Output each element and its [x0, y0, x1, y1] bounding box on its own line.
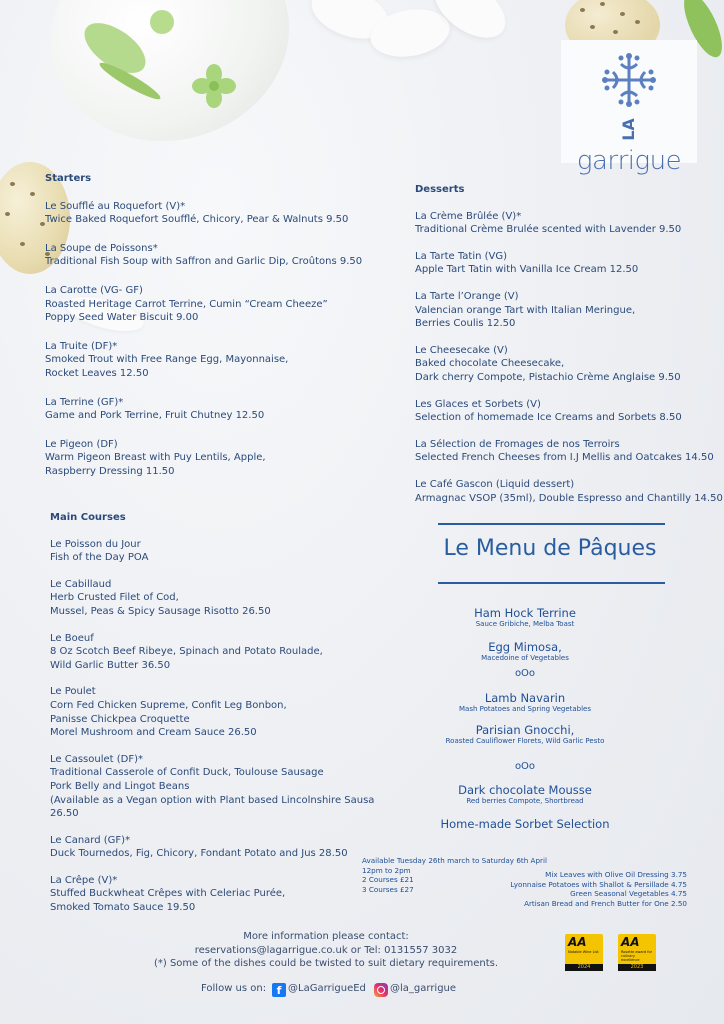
logo-wordmark: LAgarrigue	[576, 118, 682, 176]
availability-line: 3 Courses £27	[362, 884, 414, 894]
restaurant-logo	[561, 40, 697, 176]
menu-item-name: Le Canard (GF)*	[50, 834, 131, 846]
menu-item	[45, 438, 362, 479]
menu-item-name: La Tarte Tatin (VG)	[415, 250, 508, 262]
follow-label: Follow us on:	[201, 983, 267, 994]
side-item: Green Seasonal Vegetables 4.75	[570, 889, 687, 898]
aa-wine-badge: AA Notable Wine List 2024	[565, 934, 603, 971]
availability-line: Available Tuesday 26th march to Saturday 6th April	[362, 856, 547, 865]
menu-item	[50, 685, 374, 739]
menu-item-name: La Tarte l’Orange (V)	[415, 290, 519, 302]
menu-item-description: Mussel, Peas & Spicy Sausage Risotto 26.50	[50, 605, 271, 617]
facebook-handle[interactable]: @LaGarrigueEd	[288, 983, 366, 994]
starters-list	[45, 200, 362, 479]
menu-item-name: La Carotte (VG- GF)	[45, 284, 143, 296]
dish-description: Red berries Compote, Shortbread	[466, 797, 584, 805]
easter-dish	[415, 817, 635, 831]
menu-item-description: Corn Fed Chicken Supreme, Confit Leg Bonbon,	[50, 699, 287, 711]
menu-item	[415, 250, 723, 277]
menu-item	[50, 874, 374, 915]
menu-item-name: La Terrine (GF)*	[45, 396, 124, 408]
menu-item-name: Le Boeuf	[50, 632, 94, 644]
menu-item-name: Le Pigeon (DF)	[45, 438, 118, 450]
facebook-icon[interactable]: f	[272, 983, 286, 997]
white-flower-decoration	[300, 0, 530, 70]
menu-item-name: Le Poisson du Jour	[50, 538, 141, 550]
starters-section	[45, 172, 362, 479]
desserts-list	[415, 210, 723, 506]
menu-item-description: Roasted Heritage Carrot Terrine, Cumin “Cream Cheeze”	[45, 298, 328, 310]
menu-item-description: Stuffed Buckwheat Crêpes with Celeriac Purée,	[50, 888, 286, 900]
menu-item-description: Pork Belly and Lingot Beans	[50, 780, 190, 792]
menu-item-description: Duck Tournedos, Fig, Chicory, Fondant Potato and Jus 28.50	[50, 848, 348, 860]
instagram-handle[interactable]: @la_garrigue	[390, 983, 457, 994]
sides-list	[480, 870, 687, 908]
menu-item-description: Morel Mushroom and Cream Sauce 26.50	[50, 727, 257, 739]
menu-item-description: Baked chocolate Cheesecake,	[415, 358, 565, 370]
menu-item-name: Le Café Gascon (Liquid dessert)	[415, 478, 575, 490]
menu-item-description: Valencian orange Tart with Italian Meringue,	[415, 304, 636, 316]
availability-line: 2 Courses £21	[362, 875, 414, 884]
contact-heading: More information please contact:	[243, 931, 409, 942]
mains-list	[50, 538, 374, 915]
dish-name: Parisian Gnocchi,	[475, 723, 575, 737]
dish-description: Mash Potatoes and Spring Vegetables	[458, 705, 592, 713]
menu-item-description: Armagnac VSOP (35ml), Double Espresso and Chantilly 14.50	[415, 492, 723, 504]
easter-menu-title: Le Menu de Pâques	[443, 536, 657, 561]
menu-item-description: Game and Pork Terrine, Fruit Chutney 12.50	[45, 410, 265, 422]
menu-item-description: Herb Crusted Filet of Cod,	[50, 592, 179, 604]
menu-item-description: Traditional Casserole of Confit Duck, Toulouse Sausage	[50, 767, 324, 779]
course-separator: oOo	[514, 761, 536, 772]
menu-item	[415, 478, 723, 505]
starters-heading: Starters	[45, 173, 92, 184]
menu-item-name: Le Cheesecake (V)	[415, 344, 508, 356]
menu-item-description: Smoked Trout with Free Range Egg, Mayonnaise,	[45, 354, 289, 366]
menu-item	[415, 210, 723, 237]
dish-description: Sauce Gribiche, Melba Toast	[475, 620, 575, 628]
menu-item-description: Fish of the Day POA	[50, 552, 149, 564]
menu-item	[45, 284, 362, 325]
easter-dish	[415, 691, 635, 713]
side-item: Mix Leaves with Olive Oil Dressing 3.75	[545, 870, 687, 879]
desserts-heading: Desserts	[415, 184, 465, 195]
menu-item-description: Apple Tart Tatin with Vanilla Ice Cream 12.50	[415, 264, 639, 276]
menu-item	[415, 344, 723, 385]
dietary-note: (*) Some of the dishes could be twisted to suit dietary requirements.	[153, 958, 499, 969]
menu-item-description: 8 Oz Scotch Beef Ribeye, Spinach and Potato Roulade,	[50, 646, 323, 658]
easter-dish	[415, 606, 635, 628]
dish-description: Roasted Cauliflower Florets, Wild Garlic Pesto	[445, 737, 605, 745]
aa-rosette-badge: AA Rosette award for culinary excellence 2023	[618, 934, 656, 971]
menu-item-name: Le Soufflé au Roquefort (V)*	[45, 200, 186, 212]
menu-item-name: Les Glaces et Sorbets (V)	[415, 398, 541, 410]
mains-heading: Main Courses	[50, 512, 126, 523]
menu-item-name: La Sélection de Fromages de nos Terroirs	[415, 438, 620, 450]
instagram-icon[interactable]	[374, 983, 388, 997]
menu-item-name: La Truite (DF)*	[45, 340, 118, 352]
menu-item-description: (Available as a Vegan option with Plant based Lincolnshire Sausa	[50, 794, 375, 806]
menu-item-description: Panisse Chickpea Croquette	[50, 713, 190, 725]
menu-item-name: La Crêpe (V)*	[50, 874, 118, 886]
dish-description: Macedoine of Vegetables	[481, 654, 569, 662]
menu-item-description: Berries Coulis 12.50	[415, 318, 516, 330]
desserts-section	[415, 183, 723, 505]
menu-item	[50, 538, 374, 565]
divider	[438, 582, 665, 584]
menu-item-description: Dark cherry Compote, Pistachio Crème Anglaise 9.50	[415, 371, 681, 383]
menu-item	[45, 396, 362, 423]
dish-name: Egg Mimosa,	[488, 640, 562, 654]
menu-item	[45, 340, 362, 381]
menu-item-name: Le Cassoulet (DF)*	[50, 753, 143, 765]
menu-item	[415, 290, 723, 331]
side-item: Artisan Bread and French Butter for One 2.50	[524, 898, 687, 908]
dot-decoration	[150, 10, 174, 34]
menu-item-description: Traditional Crème Brulée scented with Lavender 9.50	[415, 224, 682, 236]
easter-dish	[415, 783, 635, 805]
menu-item-description: Rocket Leaves 12.50	[45, 367, 149, 379]
easter-dish	[415, 723, 635, 745]
menu-item-description: Raspberry Dressing 11.50	[45, 465, 175, 477]
menu-item-name: La Soupe de Poissons*	[45, 242, 158, 254]
menu-item-description: Poppy Seed Water Biscuit 9.00	[45, 312, 199, 324]
menu-item	[415, 438, 723, 465]
menu-item-description: Wild Garlic Butter 36.50	[50, 659, 171, 671]
dish-name: Dark chocolate Mousse	[458, 783, 592, 797]
menu-item-description: Warm Pigeon Breast with Puy Lentils, Apple,	[45, 452, 266, 464]
menu-item-name: Le Cabillaud	[50, 578, 112, 590]
contact-details[interactable]: reservations@lagarrigue.co.uk or Tel: 0131557 3032	[194, 944, 458, 956]
menu-item-description: Traditional Fish Soup with Saffron and Garlic Dip, Croûtons 9.50	[45, 256, 363, 268]
menu-item	[50, 753, 374, 821]
menu-item-description: Twice Baked Roquefort Soufflé, Chicory, Pear & Walnuts 9.50	[45, 214, 349, 226]
course-separator: oOo	[514, 668, 536, 679]
menu-item-name: La Crème Brûlée (V)*	[415, 210, 522, 222]
menu-item	[45, 200, 362, 227]
divider	[438, 523, 665, 525]
side-item: Lyonnaise Potatoes with Shallot & Persillade 4.75	[510, 879, 687, 889]
dish-name: Home-made Sorbet Selection	[440, 817, 610, 831]
menu-item-description: Selected French Cheeses from I.J Mellis and Oatcakes 14.50	[415, 452, 714, 464]
mains-section	[50, 511, 374, 915]
availability-line: 12pm to 2pm	[362, 865, 411, 875]
menu-item-name: Le Poulet	[50, 686, 96, 698]
dish-name: Lamb Navarin	[484, 691, 566, 705]
contact-info	[150, 930, 502, 971]
occitan-cross-icon	[599, 50, 659, 110]
menu-item	[45, 242, 362, 269]
menu-item	[415, 398, 723, 425]
easter-dish	[415, 640, 635, 662]
dish-name: Ham Hock Terrine	[474, 606, 576, 620]
menu-item-description: 26.50	[50, 808, 79, 820]
menu-item-description: Selection of homemade Ice Creams and Sorbets 8.50	[415, 412, 682, 424]
menu-item	[50, 578, 374, 619]
flower-decoration	[190, 62, 238, 110]
menu-item	[50, 632, 374, 673]
menu-item-description: Smoked Tomato Sauce 19.50	[50, 902, 196, 914]
menu-item	[50, 834, 374, 861]
